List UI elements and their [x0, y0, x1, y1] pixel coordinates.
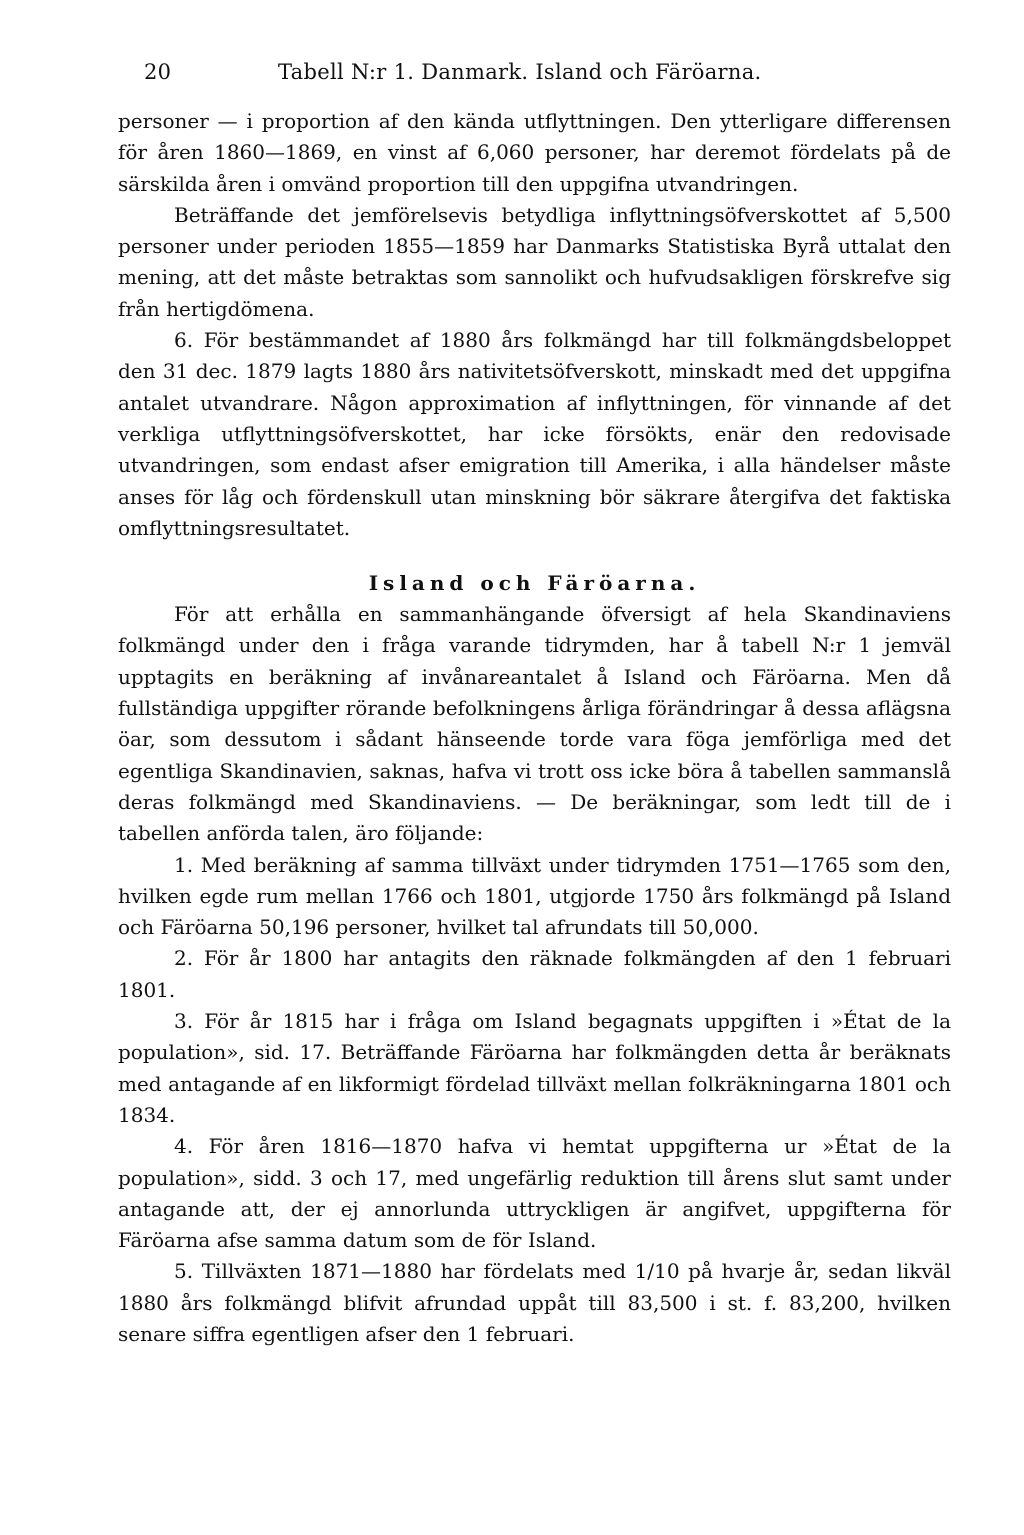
section-heading: Island och Färöarna. [368, 571, 701, 596]
list-item: 2. För år 1800 har antagits den räknade folkmängden af den 1 februari 1801. [118, 946, 951, 1002]
list-item: 3. För år 1815 har i fråga om Island begagnats uppgiften i »État de la population», sid. 17. Beträffande Färöarna har folkmängden detta år beräknats med antagande af en likformigt fördelad tillväxt mellan folkräkningarna 1801 och 1834. [118, 1009, 951, 1127]
paragraph: personer — i proportion af den kända utflyttningen. Den ytterligare differensen för åren 1860—1869, en vinst af 6,060 personer, har deremot fördelats på de särskilda åren i omvänd proportion till den uppgifna utvandringen. [118, 109, 951, 196]
list-item: 1. Med beräkning af samma tillväxt under tidrymden 1751—1765 som den, hvilken egde rum mellan 1766 och 1801, utgjorde 1750 års folkmängd på Island och Färöarna 50,196 personer, hvilket tal afrundats till 50,000. [118, 852, 951, 940]
running-title: Tabell N:r 1. Danmark. Island och Färöarna. [278, 60, 762, 84]
section-paragraph: För att erhålla en sammanhängande öfversigt af hela Skandinaviens folkmängd under den i fråga varande tidrymden, har å tabell N:r 1 jemväl upptagits en beräkning af invånareantalet å Island och Färöarna. Men då fullständiga uppgifter rörande befolkningens årliga förändringar å dessa aflägsna öar, som dessutom i sådant hänseende torde vara föga jemförliga med det egentliga Skandinavien, saknas, hafva vi trott oss icke böra å tabellen sammanslå deras folkmängd med Skandinaviens. — De beräkningar, som ledt till de i tabellen anförda talen, äro följande: [118, 602, 951, 846]
list-item: 5. Tillväxten 1871—1880 har fördelats med 1/10 på hvarje år, sedan likväl 1880 års folkmängd blifvit afrundad uppåt till 83,500 i st. f. 83,200, hvilken senare siffra egentligen afser den 1 februari. [118, 1259, 951, 1346]
paragraph: 6. För bestämmandet af 1880 års folkmängd har till folkmängdsbeloppet den 31 dec. 1879 lagts 1880 års nativitetsöfverskott, minskadt med det uppgifna antalet utvandrare. Någon approximation af inflyttningen, för vinnande af det verkliga utflyttningsöfverskottet, har icke försökts, enär den redovisade utvandringen, som endast afser emigration till Amerika, i alla händelser måste anses för låg och fördenskull utan minskning bör säkrare återgifva det faktiska omflyttningsresultatet. [118, 328, 951, 540]
page-number: 20 [144, 60, 172, 84]
page [118, 60, 951, 1350]
paragraph: Beträffande det jemförelsevis betydliga inflyttningsöfverskottet af 5,500 personer under perioden 1855—1859 har Danmarks Statistiska Byrå uttalat den mening, att det måste betraktas som sannolikt och hufvudsakligen förskrefve sig från hertigdömena. [118, 202, 951, 321]
list-item: 4. För åren 1816—1870 hafva vi hemtat uppgifterna ur »État de la population», sidd. 3 och 17, med ungefärlig reduktion till årens slut samt under antagande att, der ej annorlunda uttryckligen är angifvet, uppgifterna för Färöarna afse samma datum som de för Island. [118, 1134, 951, 1253]
body-text [118, 106, 951, 1350]
running-head [118, 60, 951, 94]
